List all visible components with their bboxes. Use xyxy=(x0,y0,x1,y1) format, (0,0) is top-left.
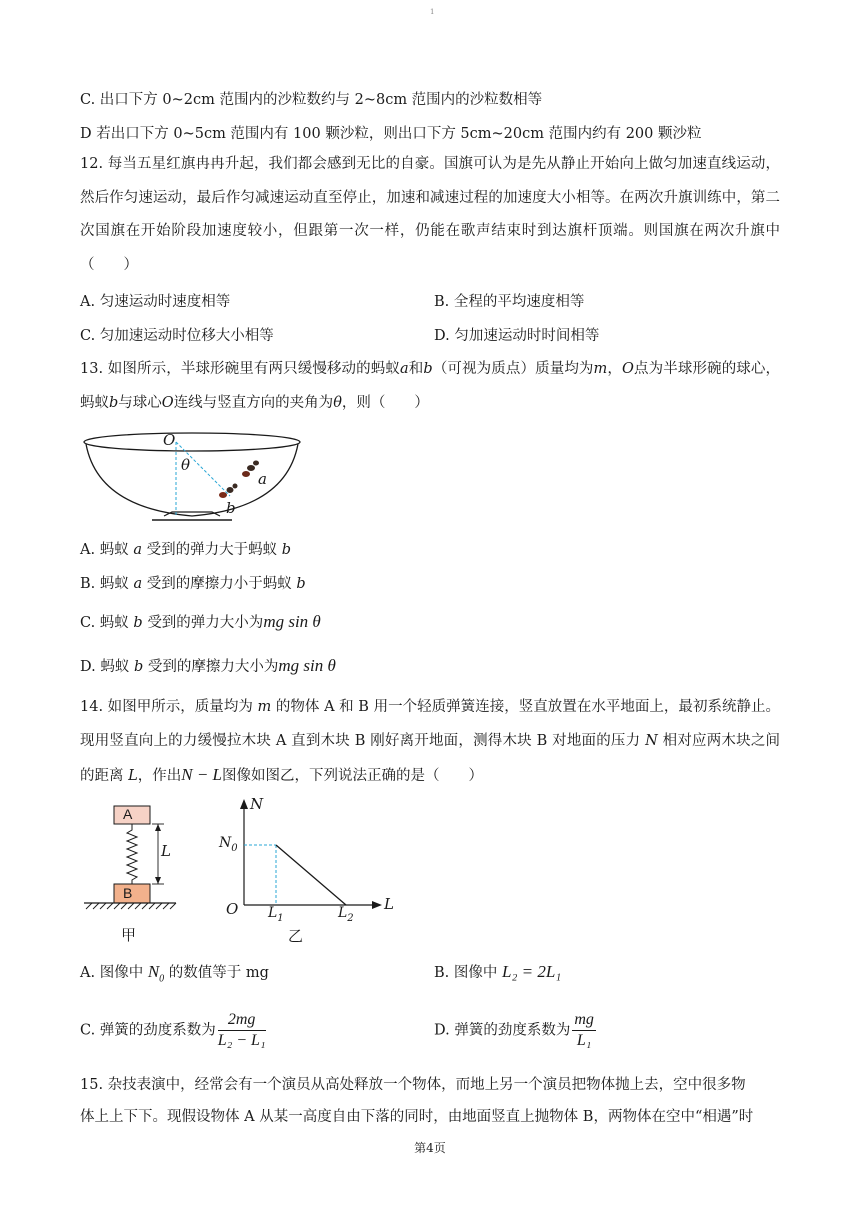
bowl-label-theta: θ xyxy=(181,456,191,474)
fraction-mg-over-l1 xyxy=(572,1010,596,1051)
axis-label-l: L xyxy=(384,895,394,913)
q14-option-c xyxy=(80,1010,268,1051)
q13-option-a xyxy=(80,540,291,560)
q13-var-b: b xyxy=(133,615,143,631)
fraction-denominator: L₁ xyxy=(576,1032,592,1049)
n-l-graph xyxy=(230,795,390,915)
n-subscript: 0 xyxy=(159,973,165,985)
q13-var-o: O xyxy=(622,361,634,377)
q13-var-b: b xyxy=(296,576,306,592)
option-text: A. 蚂蚁 xyxy=(80,542,129,558)
q12-option-d: D. 匀加速运动时时间相等 xyxy=(434,328,600,344)
q13-var-a: a xyxy=(133,542,142,558)
n0-subscript: 0 xyxy=(231,842,238,854)
q11-option-c: C. 出口下方 0~2cm 范围内的沙粒数约与 2~8cm 范围内的沙粒数相等 xyxy=(80,92,543,108)
n-symbol: N xyxy=(147,962,160,981)
q14-stem-text: ，作出 xyxy=(137,768,182,784)
formula-n0 xyxy=(147,962,165,985)
bowl-label-b: b xyxy=(226,499,236,517)
q12-option-b: B. 全程的平均速度相等 xyxy=(434,294,585,310)
q15-stem-line-1: 15. 杂技表演中，经常会有一个演员从高处释放一个物体，而地上另一个演员把物体抛上去，空中很多物 xyxy=(80,1077,746,1093)
q13-var-b: b xyxy=(423,361,433,377)
bowl-label-a: a xyxy=(258,470,267,488)
q13-var-theta: θ xyxy=(333,394,342,411)
option-text: 受到的弹力大于蚂蚁 xyxy=(146,542,278,558)
fraction-numerator: mg xyxy=(572,1010,596,1031)
fraction-2mg-over-l2-minus-l1 xyxy=(218,1010,266,1051)
q14-option-a xyxy=(80,962,269,989)
option-text: B. 蚂蚁 xyxy=(80,576,129,592)
q13-var-b: b xyxy=(281,542,291,558)
page-header-mark: 1 xyxy=(430,8,435,16)
l1-subscript: 1 xyxy=(277,912,284,924)
origin-label: O xyxy=(226,900,239,918)
bowl-label-o: O xyxy=(163,431,176,449)
q13-var-b: b xyxy=(133,659,144,675)
option-text: B. 图像中 xyxy=(434,965,498,981)
ant-a-icon xyxy=(242,461,259,478)
axis-label-n: N xyxy=(250,795,264,813)
q13-var-a: a xyxy=(133,576,143,592)
block-a-label: A xyxy=(123,806,133,822)
option-text: A. 图像中 xyxy=(80,965,144,981)
q14-option-d xyxy=(434,1010,598,1051)
q13-stem-text: ， xyxy=(607,361,623,377)
q14-option-b xyxy=(434,962,561,983)
q13-stem-text: ，则（ ） xyxy=(341,394,429,411)
page-number: 第4页 xyxy=(414,1141,446,1155)
q14-stem-text: 的物体 A 和 B 用一个轻质弹簧连接，竖直放置在水平地面上，最初系统静止。现用竖直向上的力缓慢拉木块 A 直到木块 B 刚好离开地面，测得木块 B 对地面的压力 xyxy=(80,699,781,749)
q14-var-n: N xyxy=(645,732,658,749)
q13-stem-text: 连线与竖直方向的夹角为 xyxy=(173,394,334,411)
l2-text: L xyxy=(338,905,348,921)
figure-caption-jia: 甲 xyxy=(121,926,137,944)
bowl-diagram xyxy=(80,428,310,528)
q13-option-d xyxy=(80,656,336,677)
q14-var-m: m xyxy=(257,699,272,715)
l2-subscript: 2 xyxy=(347,912,354,924)
q13-stem-text: （可视为质点）质量均为 xyxy=(432,361,594,377)
q13-var-m: m xyxy=(593,361,608,377)
q11-option-d: D 若出口下方 0~5cm 范围内有 100 颗沙粒，则出口下方 5cm~20cm 范围内约有 200 颗沙粒 xyxy=(80,126,702,142)
distance-label-l: L xyxy=(161,842,171,860)
q14-var-l: L xyxy=(128,768,138,784)
formula-n-minus-l: N − L xyxy=(181,765,223,784)
q12-option-c: C. 匀加速运动时位移大小相等 xyxy=(80,328,274,344)
option-text: C. 弹簧的劲度系数为 xyxy=(80,1022,216,1039)
q14-stem-text: 相对应两木块之间的距离 xyxy=(80,732,781,784)
option-text: D. 弹簧的劲度系数为 xyxy=(434,1022,571,1039)
n0-text: N xyxy=(219,835,232,851)
q15-stem-line-2: 体上上下下。现假设物体 A 从某一高度自由下落的同时，由地面竖直上抛物体 B，两物体在空中“相遇”时 xyxy=(80,1109,754,1125)
option-text: C. 蚂蚁 xyxy=(80,615,129,631)
tick-label-l2 xyxy=(338,905,354,924)
formula-mg-sin-theta: mg sin θ xyxy=(263,612,321,631)
q12-stem: 12. 每当五星红旗冉冉升起，我们都会感到无比的自豪。国旗可认为是先从静止开始向上做匀加速直线运动，然后作匀速运动，最后作匀减速运动直至停止，加速和减速过程的加速度大小相等。在两次升旗训练中，第二次国旗在开始阶段加速度较小，但跟第一次一样，仍能在歌声结束时到达旗杆顶端。则国旗在两次升旗中（ ） xyxy=(80,156,780,273)
block-b-label: B xyxy=(123,885,133,901)
fraction-numerator: 2mg xyxy=(218,1010,266,1031)
q13-stem-text: 点为半球形碗的球心，蚂蚁 xyxy=(80,361,781,411)
q12-option-a: A. 匀速运动时速度相等 xyxy=(80,294,231,310)
formula-mg-sin-theta: mg sin θ xyxy=(278,656,336,675)
q14-stem-text: 图像如图乙，下列说法正确的是（ ） xyxy=(222,768,484,784)
option-text: D. 蚂蚁 xyxy=(80,659,130,675)
q13-stem-text: 13. 如图所示，半球形碗里有两只缓慢移动的蚂蚁 xyxy=(80,361,401,377)
q14-stem-text: 14. 如图甲所示，质量均为 xyxy=(80,699,253,715)
q13-option-c xyxy=(80,612,321,633)
q13-var-o: O xyxy=(161,394,174,411)
q14-stem xyxy=(80,691,780,794)
fraction-denominator: L₂ − L₁ xyxy=(217,1032,266,1049)
option-text: 的数值等于 mg xyxy=(168,965,269,981)
q13-stem-text: 和 xyxy=(408,361,424,377)
tick-label-l1 xyxy=(268,905,284,924)
formula-l2-eq-2l1: L₂ = 2L₁ xyxy=(501,962,562,981)
axis-label-n0 xyxy=(219,835,238,854)
q13-stem-text: 与球心 xyxy=(118,394,162,411)
option-text: 受到的摩擦力大小为 xyxy=(147,659,279,675)
q13-var-a: a xyxy=(400,361,409,377)
q13-var-b: b xyxy=(109,394,119,411)
figure-caption-yi: 乙 xyxy=(288,927,304,945)
ant-b-icon xyxy=(219,484,238,499)
q13-stem xyxy=(80,353,780,420)
l1-text: L xyxy=(268,905,278,921)
q13-option-b xyxy=(80,574,306,594)
option-text: 受到的弹力大小为 xyxy=(147,615,264,631)
option-text: 受到的摩擦力小于蚂蚁 xyxy=(146,576,292,592)
